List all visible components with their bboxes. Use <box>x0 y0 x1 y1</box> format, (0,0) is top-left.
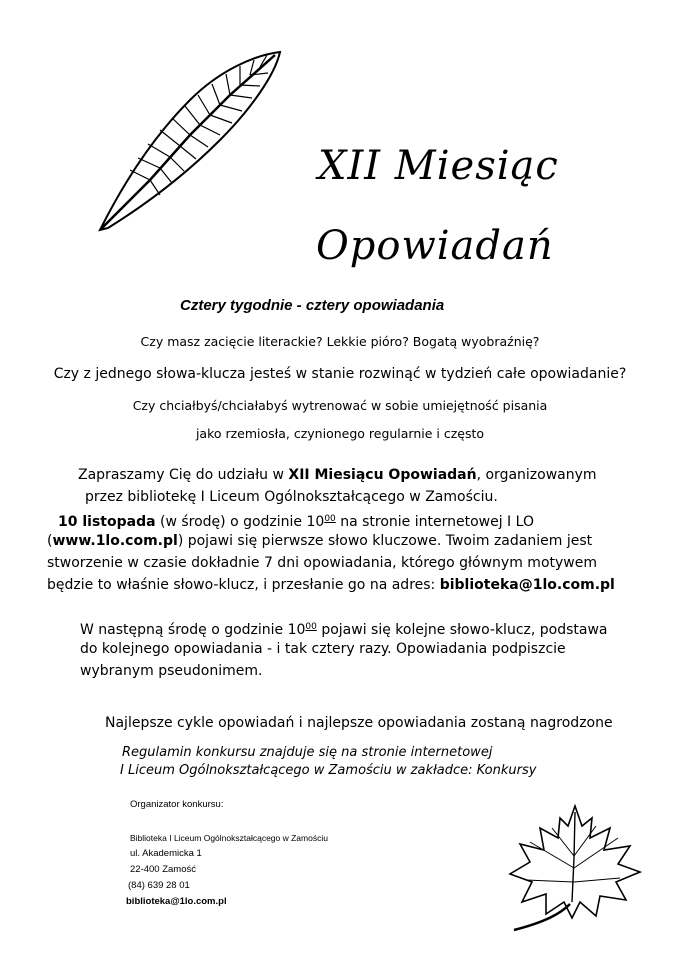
invite-line-2: przez bibliotekę I Liceum Ogólnokształcącego w Zamościu. <box>85 489 498 505</box>
question-1: Czy masz zacięcie literackie? Lekkie pióro? Bogatą wyobraźnię? <box>140 334 540 349</box>
next-week-line-3: wybranym pseudonimem. <box>80 663 263 679</box>
question-4: jako rzemiosła, czynionego regularnie i często <box>195 426 485 441</box>
organizer-city: 22-400 Zamość <box>130 864 197 875</box>
organizer-street: ul. Akademicka 1 <box>130 848 202 859</box>
start-date: 10 listopada <box>58 514 156 530</box>
leaf-illustration <box>500 798 650 938</box>
feather-illustration <box>90 40 290 240</box>
invite-line-3: 10 listopada (w środę) o godzinie $10^{00}$ na stronie internetowej I LO <box>58 514 534 530</box>
email-link[interactable]: biblioteka@1lo.com.pl <box>439 577 615 593</box>
title-line-2: Opowiadań <box>316 223 554 269</box>
organizer-email[interactable]: biblioteka@1lo.com.pl <box>126 896 227 907</box>
rules-line-1: Regulamin konkursu znajduje się na stronie internetowej <box>122 745 493 760</box>
organizer-label: Organizator konkursu: <box>130 799 224 810</box>
question-2: Czy z jednego słowa-klucza jesteś w stanie rozwinąć w tydzień całe opowiadanie? <box>53 366 627 382</box>
organizer-name: Biblioteka I Liceum Ogólnokształcącego w Zamościu <box>130 833 328 843</box>
invite-line-6: będzie to właśnie słowo-klucz, i przesłanie go na adres: biblioteka@1lo.com.pl <box>47 577 615 593</box>
invite-line-1: Zapraszamy Cię do udziału w XII Miesiącu Opowiadań, organizowanym <box>78 467 597 483</box>
rules-line-2: I Liceum Ogólnokształcącego w Zamościu w zakładce: Konkursy <box>120 763 537 778</box>
subtitle: Cztery tygodnie - cztery opowiadania <box>180 297 445 314</box>
next-week-line-1: W następną środę o godzinie $10^{00}$ pojawi się kolejne słowo-klucz, podstawa <box>80 622 608 638</box>
next-week-line-2: do kolejnego opowiadania - i tak cztery razy. Opowiadania podpiszcie <box>80 641 566 657</box>
question-3: Czy chciałbyś/chciałabyś wytrenować w sobie umiejętność pisania <box>132 398 548 413</box>
title-line-1: XII Miesiąc <box>318 143 559 189</box>
invite-line-5: stworzenie w czasie dokładnie 7 dni opowiadania, którego głównym motywem <box>47 555 597 571</box>
event-name: XII Miesiącu Opowiadań <box>288 467 477 483</box>
organizer-phone: (84) 639 28 01 <box>128 880 190 891</box>
prize-text: Najlepsze cykle opowiadań i najlepsze opowiadania zostaną nagrodzone <box>105 715 613 731</box>
website-link[interactable]: www.1lo.com.pl <box>52 533 178 549</box>
invite-line-4: (www.1lo.com.pl) pojawi się pierwsze słowo kluczowe. Twoim zadaniem jest <box>47 533 593 549</box>
